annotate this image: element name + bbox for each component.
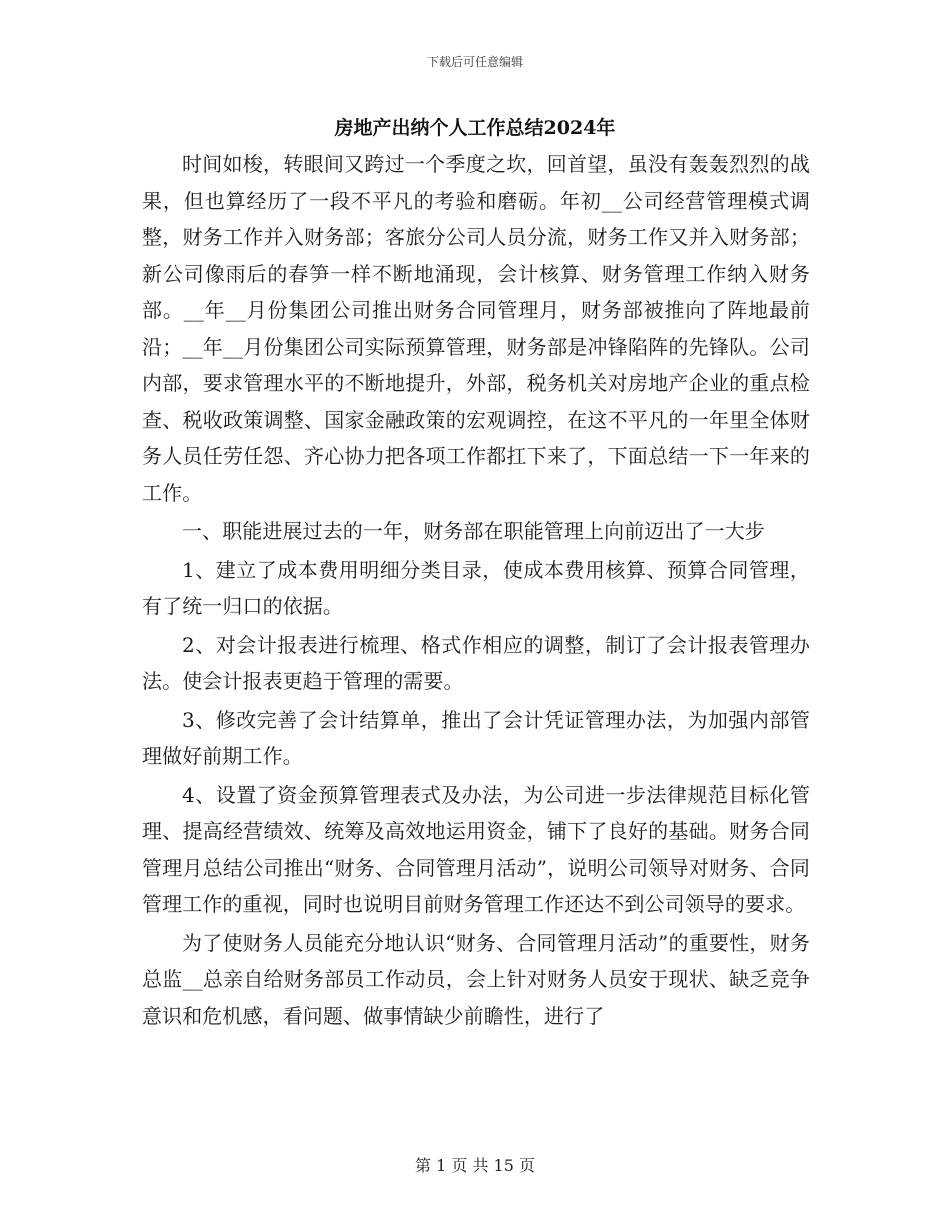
paragraph-item-3: 3、修改完善了会计结算单，推出了会计凭证管理办法，为加强内部管理做好前期工作。 xyxy=(142,707,810,768)
document-body xyxy=(142,146,810,1034)
page-footer-number: 第 1 页 共 15 页 xyxy=(415,1156,535,1175)
paragraph-item-2: 2、对会计报表进行梳理、格式作相应的调整，制订了会计报表管理办法。使会计报表更趋于管理的需要。 xyxy=(142,632,810,693)
paragraph-item-4: 4、设置了资金预算管理表式及办法，为公司进一步法律规范目标化管理、提高经营绩效、统筹及高效地运用资金，铺下了良好的基础。财务合同管理月总结公司推出“财务、合同管理月活动”，说明公司领导对财务、合同管理工作的重视，同时也说明目前财务管理工作还达不到公司领导的要求。 xyxy=(142,782,810,916)
document-title: 房地产出纳个人工作总结2024年 xyxy=(334,117,616,139)
paragraph-section-heading: 一、职能进展过去的一年，财务部在职能管理上向前迈出了一大步 xyxy=(182,519,765,543)
paragraph-continuation: 为了使财务人员能充分地认识“财务、合同管理月活动”的重要性，财务总监__总亲自给财务部员工作动员，会上针对财务人员安于现状、缺乏竞争意识和危机感，看问题、做事情缺少前瞻性，进行了 xyxy=(142,930,810,1028)
paragraph-item-1: 1、建立了成本费用明细分类目录，使成本费用核算、预算合同管理，有了统一归口的依据。 xyxy=(142,557,810,618)
paragraph-intro: 时间如梭，转眼间又跨过一个季度之坎，回首望，虽没有轰轰烈烈的战果，但也算经历了一段不平凡的考验和磨砺。年初__公司经营管理模式调整，财务工作并入财务部；客旅分公司人员分流，财务工作又并入财务部；新公司像雨后的春笋一样不断地涌现，会计核算、财务管理工作纳入财务部。__年__月份集团公司推出财务合同管理月，财务部被推向了阵地最前沿；__年__月份集团公司实际预算管理，财务部是冲锋陷阵的先锋队。公司内部，要求管理水平的不断地提升，外部，税务机关对房地产企业的重点检查、税收政策调整、国家金融政策的宏观调控，在这不平凡的一年里全体财务人员任劳任怨、齐心协力把各项工作都扛下来了，下面总结一下一年来的工作。 xyxy=(142,152,810,505)
page-header-note: 下载后可任意编辑 xyxy=(426,55,523,69)
